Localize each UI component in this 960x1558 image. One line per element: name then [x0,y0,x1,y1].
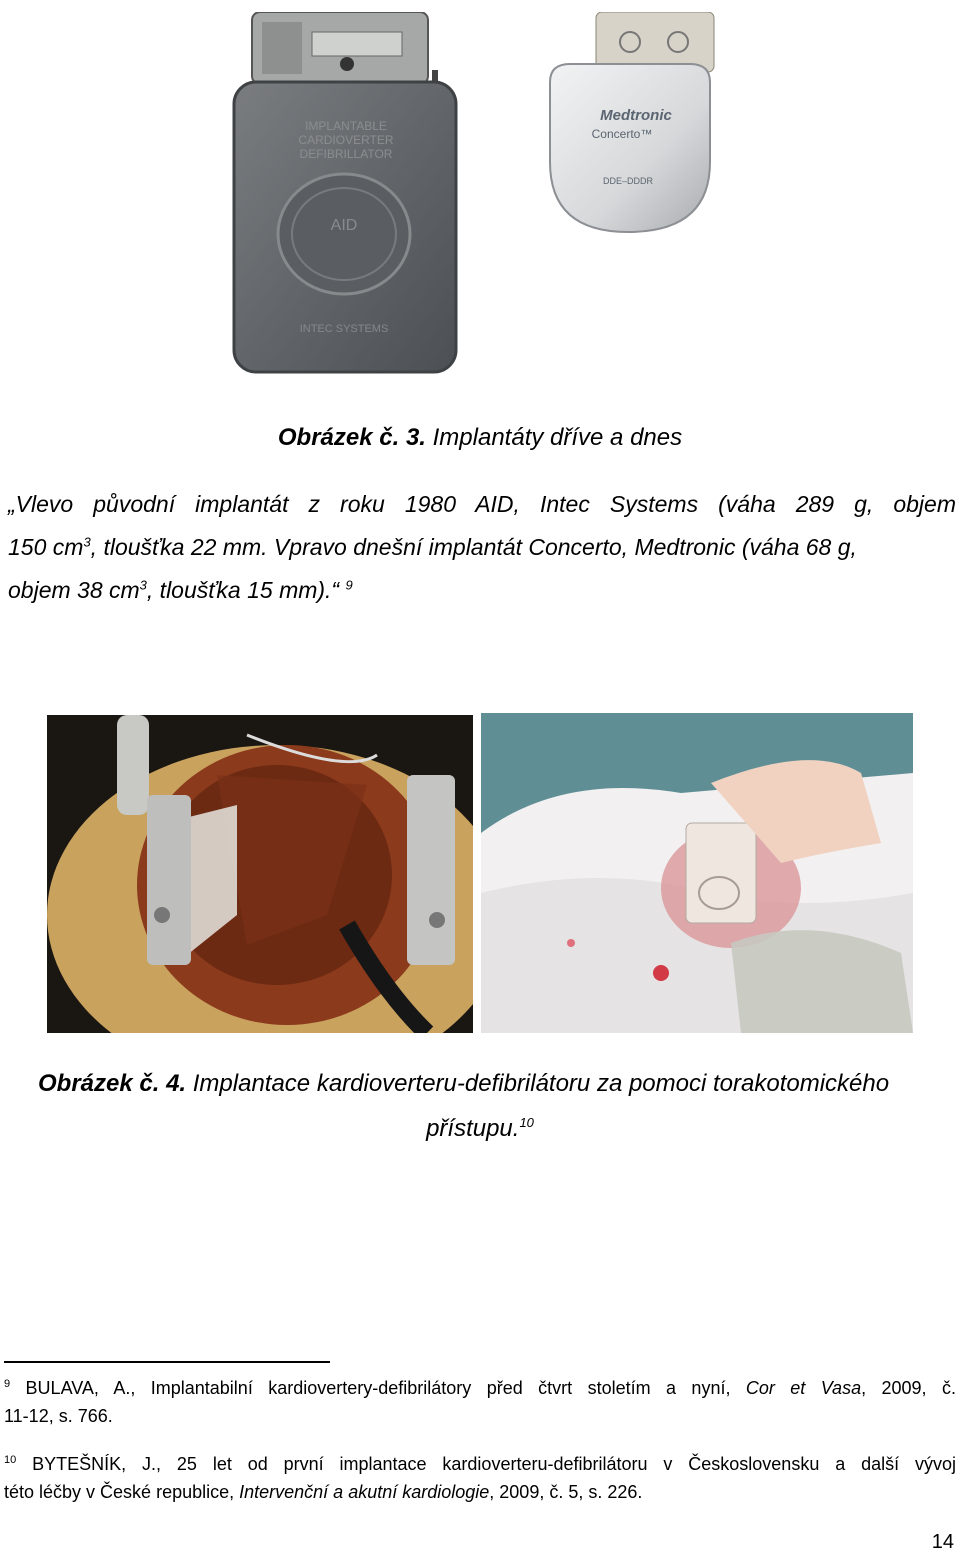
thoracotomy-surgery-photo [47,715,473,1033]
old-device-badge: AID [330,217,358,234]
footnote-9-author: BULAVA, A. [25,1378,131,1398]
footnote-10-author: BYTEŠNÍK, J. [32,1454,157,1474]
concerto-label: Concerto™ [591,127,653,141]
medtronic-logo: Medtronic [600,107,672,124]
footnote-10 [4,1450,956,1506]
footnote-9 [4,1374,956,1430]
figure-3-caption [0,424,960,452]
desc2-sup: 3 [83,534,91,550]
footnote-ref-9: 9 [345,577,353,593]
figure-3-description-line-2 [8,534,956,561]
footnote-9-journal: Cor et Vasa [745,1378,862,1398]
desc3-b: , tloušťka 15 mm).“ [146,577,346,603]
desc3-sup: 3 [139,577,147,593]
device-code-label: DDE–DDDR [602,176,654,186]
footnote-10-line2-a: této léčby v České republice, [4,1482,240,1502]
footnote-10-number: 10 [4,1454,17,1466]
old-device-label-2: CARDIOVERTER [298,133,394,147]
footnote-9-number: 9 [4,1378,11,1390]
footnote-9-line-2: 11-12, s. 766. [4,1406,113,1426]
device-implantation-photo [481,713,913,1033]
old-device-label-1: IMPLANTABLE [305,119,387,133]
desc2-a: 150 cm [8,534,84,560]
modern-icd-device-image [540,12,716,236]
old-device-label-3: DEFIBRILLATOR [299,147,393,161]
footnote-10-journal: Intervenční a akutní kardiologie [239,1482,490,1502]
footnote-ref-10: 10 [519,1115,534,1130]
footnote-10-line2-b: , 2009, č. 5, s. 226. [489,1482,643,1502]
figure-4-title: Implantace kardioverteru-defibrilátoru za pomoci torakotomického [192,1070,890,1097]
desc2-b: , tloušťka 22 mm. Vpravo dnešní implantát Concerto, Medtronic (váha 68 g, [90,534,857,560]
figure-3-description-line-3 [8,577,956,604]
figure-4-title-line-2: přístupu. [426,1115,520,1142]
figure-3-description-line-1: „Vlevo původní implantát z roku 1980 AID, Intec Systems (váha 289 g, objem [8,491,956,517]
desc3-a: objem 38 cm [8,577,140,603]
footnote-10-text: , 25 let od první implantace kardioverteru-defibrilátoru v Československu a další vývoj [156,1454,956,1474]
footnote-separator [4,1361,330,1363]
figure-4-label: Obrázek č. 4. [38,1070,187,1097]
page-number: 14 [931,1531,954,1553]
old-icd-device-image [232,12,462,374]
figure-4-caption-line-2 [0,1115,960,1143]
figure-3-label: Obrázek č. 3. [277,424,426,451]
footnote-9-text: , Implantabilní kardiovertery-defibrilátory před čtvrt stoletím a nyní, [130,1378,746,1398]
figure-4-caption [38,1070,938,1098]
footnote-9-rest: , 2009, č. [861,1378,956,1398]
old-device-brand: INTEC SYSTEMS [299,323,389,335]
figure-3-title: Implantáty dříve a dnes [432,424,683,451]
